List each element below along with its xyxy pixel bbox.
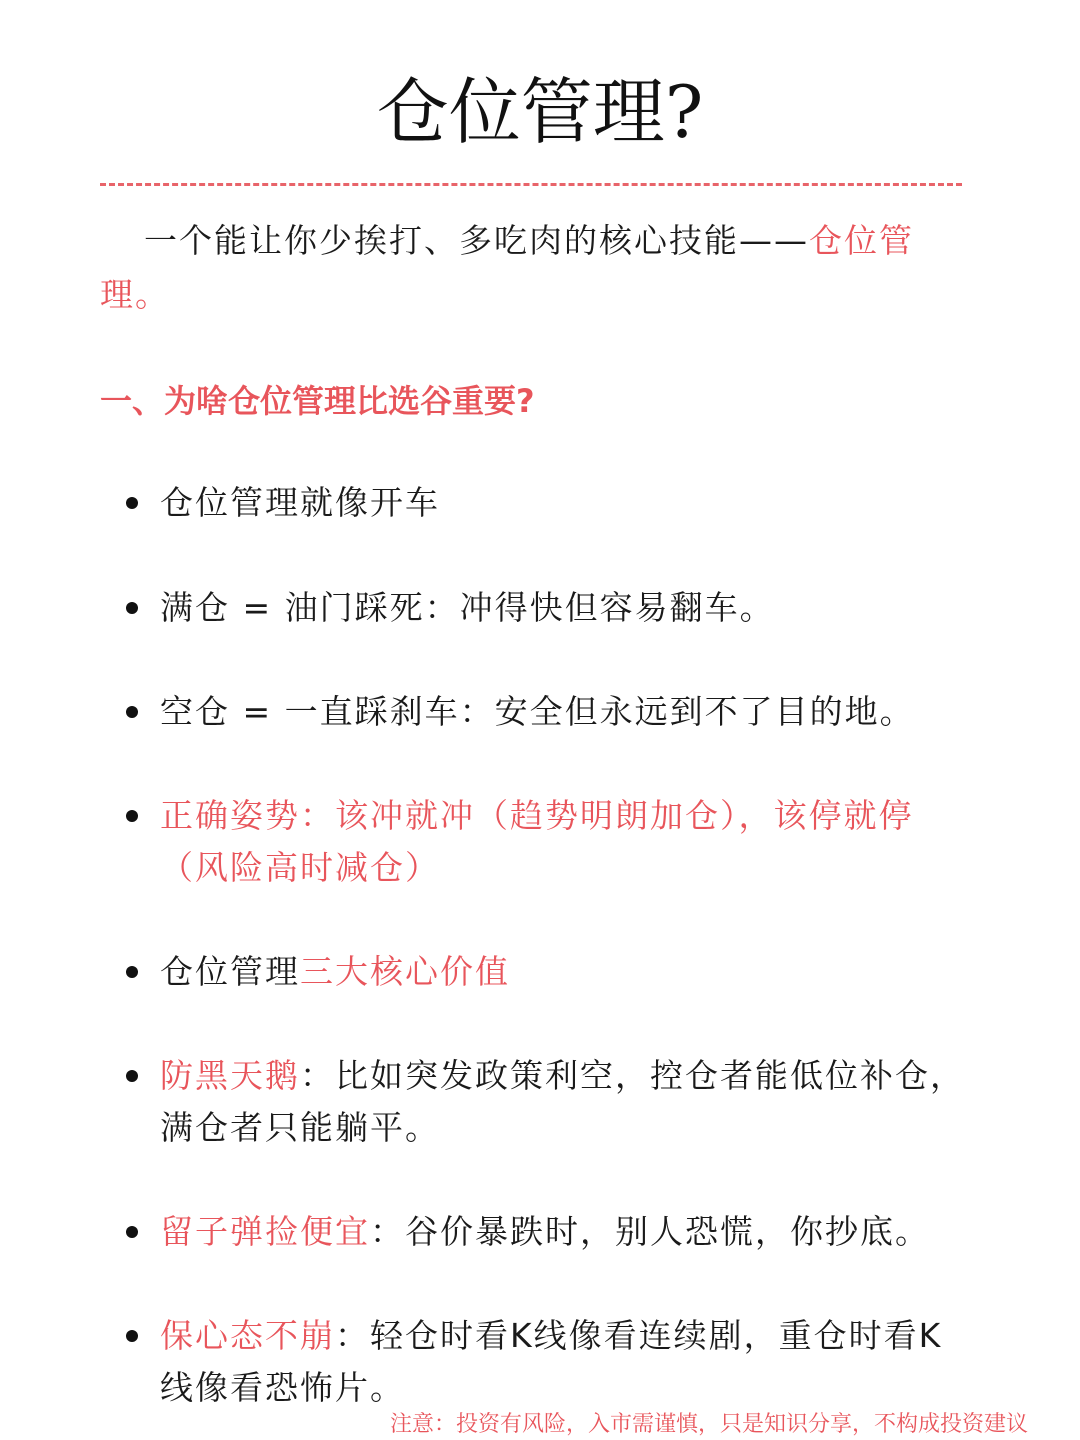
list-item-highlight: 正确姿势：该冲就冲（趋势明朗加仓），该停就停（风险高时减仓）	[160, 796, 914, 887]
risk-disclaimer: 注意：投资有风险，入市需谨慎，只是知识分享，不构成投资建议	[389, 1412, 1028, 1437]
bullet-icon	[126, 1330, 138, 1342]
bullet-icon	[126, 810, 138, 822]
bullet-icon	[126, 706, 138, 718]
list-item-text: ：比如突发政策利空，控仓者能低位补仓，满仓者只能躺平。	[160, 1056, 965, 1147]
list-item-highlight: 留子弹捡便宜	[160, 1212, 370, 1251]
list-item-text: ：轻仓时看K线像看连续剧，重仓时看K线像看恐怖片。	[160, 1316, 943, 1407]
list-item-text: 满仓 = 油门踩死：冲得快但容易翻车。	[160, 588, 775, 627]
intro-paragraph	[100, 214, 970, 322]
list-item-highlight: 防黑天鹅	[160, 1056, 300, 1095]
list-item	[160, 946, 970, 998]
list-item	[160, 1050, 970, 1154]
list-item	[160, 686, 970, 738]
list-item-text: 仓位管理	[160, 952, 300, 991]
bullet-icon	[126, 1226, 138, 1238]
intro-text: 一个能让你少挨打、多吃肉的核心技能——	[144, 221, 809, 260]
list-item	[160, 477, 970, 529]
list-item	[160, 790, 970, 894]
bullet-icon	[126, 602, 138, 614]
dashed-divider	[100, 183, 962, 186]
list-item-highlight: 三大核心价值	[300, 952, 510, 991]
bullet-icon	[126, 497, 138, 509]
list-item-text: 仓位管理就像开车	[160, 483, 440, 522]
list-item-text: 空仓 = 一直踩刹车：安全但永远到不了目的地。	[160, 692, 915, 731]
list-item	[160, 1310, 970, 1414]
list-item	[160, 582, 970, 634]
intro-highlight: 仓位管理。	[100, 221, 914, 314]
bullet-icon	[126, 1070, 138, 1082]
page-title: 仓位管理?	[376, 70, 704, 154]
list-item-text: ：谷价暴跌时，别人恐慌，你抄底。	[370, 1212, 930, 1251]
list-item-highlight: 保心态不崩	[160, 1316, 335, 1355]
section-heading: 一、为啥仓位管理比选谷重要?	[100, 382, 535, 420]
bullet-icon	[126, 966, 138, 978]
list-item	[160, 1206, 970, 1258]
